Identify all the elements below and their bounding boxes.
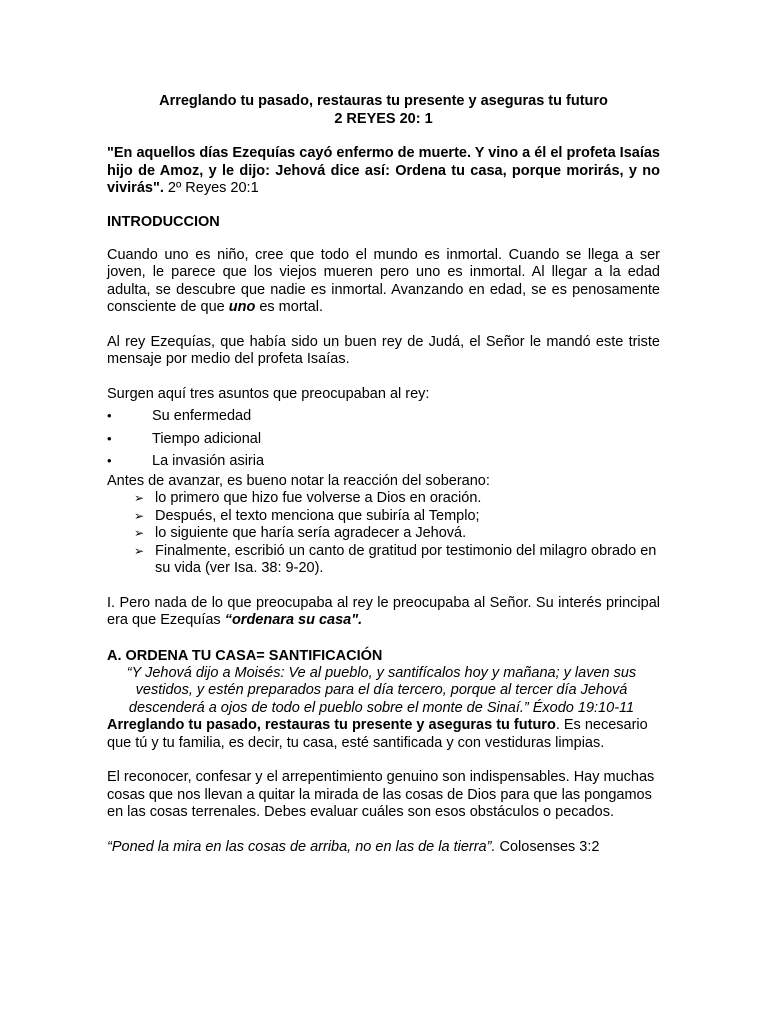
list-item: ➢ Después, el texto menciona que subiría al Templo; <box>134 507 480 524</box>
intro-paragraph <box>107 247 660 317</box>
concerns-intro: Surgen aquí tres asuntos que preocupaban al rey: <box>107 385 430 402</box>
intro-text-before: Cuando uno es niño, cree que todo el mundo es inmortal. Cuando se llega a ser joven, le parece que los viejos mueren pero uno es inmortal. Al llegar a la edad adulta, se descubre que nadie es inmortal. Avanzando en edad, se es penosamente consciente de que <box>107 246 660 315</box>
document-title <box>107 92 660 128</box>
sanctify-text: . Es necesario que tú y tu familia, es decir, tu casa, esté santificada y con vestiduras limpias. <box>107 717 648 751</box>
title-line-1: Arreglando tu pasado, restauras tu presente y aseguras tu futuro <box>159 93 608 109</box>
point-one-text: I. Pero nada de lo que preocupaba al rey le preocupaba al Señor. Su interés principal era que Ezequías <box>107 594 660 628</box>
colossians-quote: “Poned la mira en las cosas de arriba, no en las de la tierra”. <box>107 838 496 855</box>
concerns-list <box>107 405 660 473</box>
sanctify-paragraph <box>107 717 660 752</box>
king-paragraph: Al rey Ezequías, que había sido un buen rey de Judá, el Señor le mandó este triste mensaje por medio del profeta Isaías. <box>107 333 660 367</box>
list-item: ➢ lo siguiente que haría sería agradecer a Jehová. <box>134 525 467 541</box>
list-item: • Su enfermedad <box>107 405 660 428</box>
point-one-emphasis: “ordenara su casa". <box>224 612 363 628</box>
arrow-bullet-icon: ➢ <box>134 508 145 523</box>
repent-paragraph: El reconocer, confesar y el arrepentimiento genuino son indispensables. Hay muchas cosas que nos llevan a quitar la mirada de las cosas de Dios para que las pongamos en las cosas terrenales. Debes evaluar cuáles son esos obstáculos o pecados. <box>107 769 655 820</box>
arrow-bullet-icon: ➢ <box>134 526 145 540</box>
intro-text-after: es mortal. <box>255 299 323 315</box>
arrow-bullet-icon: ➢ <box>134 491 145 505</box>
list-item: • La invasión asiria <box>107 450 660 473</box>
verse-text: "En aquellos días Ezequías cayó enfermo de muerte. Y vino a él el profeta Isaías hijo de Amoz, y le dijo: Jehová dice así: Ordena tu casa, porque morirás, y no vivirás". <box>107 145 660 196</box>
colossians-verse <box>107 839 660 857</box>
sanctify-bold: Arreglando tu pasado, restauras tu presente y aseguras tu futuro <box>107 717 556 733</box>
colossians-reference: Colosenses 3:2 <box>495 838 600 855</box>
opening-verse <box>107 145 660 198</box>
list-item: ➢ Finalmente, escribió un canto de gratitud por testimonio del milagro obrado en su vida (ver Isa. 38: 9-20). <box>134 542 657 576</box>
exodus-quote: “Y Jehová dijo a Moisés: Ve al pueblo, y santifícalos hoy y mañana; y laven sus vestidos, y estén preparados para el día tercero, porque al tercer día Jehová descenderá a ojos de todo el pueblo sobre el monte de Sinaí.” Éxodo 19:10-11 <box>126 664 637 716</box>
title-line-2: 2 REYES 20: 1 <box>334 111 433 127</box>
arrow-bullet-icon: ➢ <box>134 543 145 558</box>
intro-emphasis: uno <box>228 299 256 315</box>
reaction-intro: Antes de avanzar, es bueno notar la reacción del soberano: <box>107 472 490 489</box>
list-item: ➢ lo primero que hizo fue volverse a Dios en oración. <box>134 490 482 506</box>
verse-reference: 2º Reyes 20:1 <box>163 180 259 196</box>
list-item: • Tiempo adicional <box>107 428 660 451</box>
reactions-list <box>107 490 660 578</box>
intro-heading: INTRODUCCION <box>107 213 220 230</box>
point-one-paragraph <box>107 595 660 630</box>
section-a-heading: A. ORDENA TU CASA= SANTIFICACIÓN <box>107 647 383 664</box>
